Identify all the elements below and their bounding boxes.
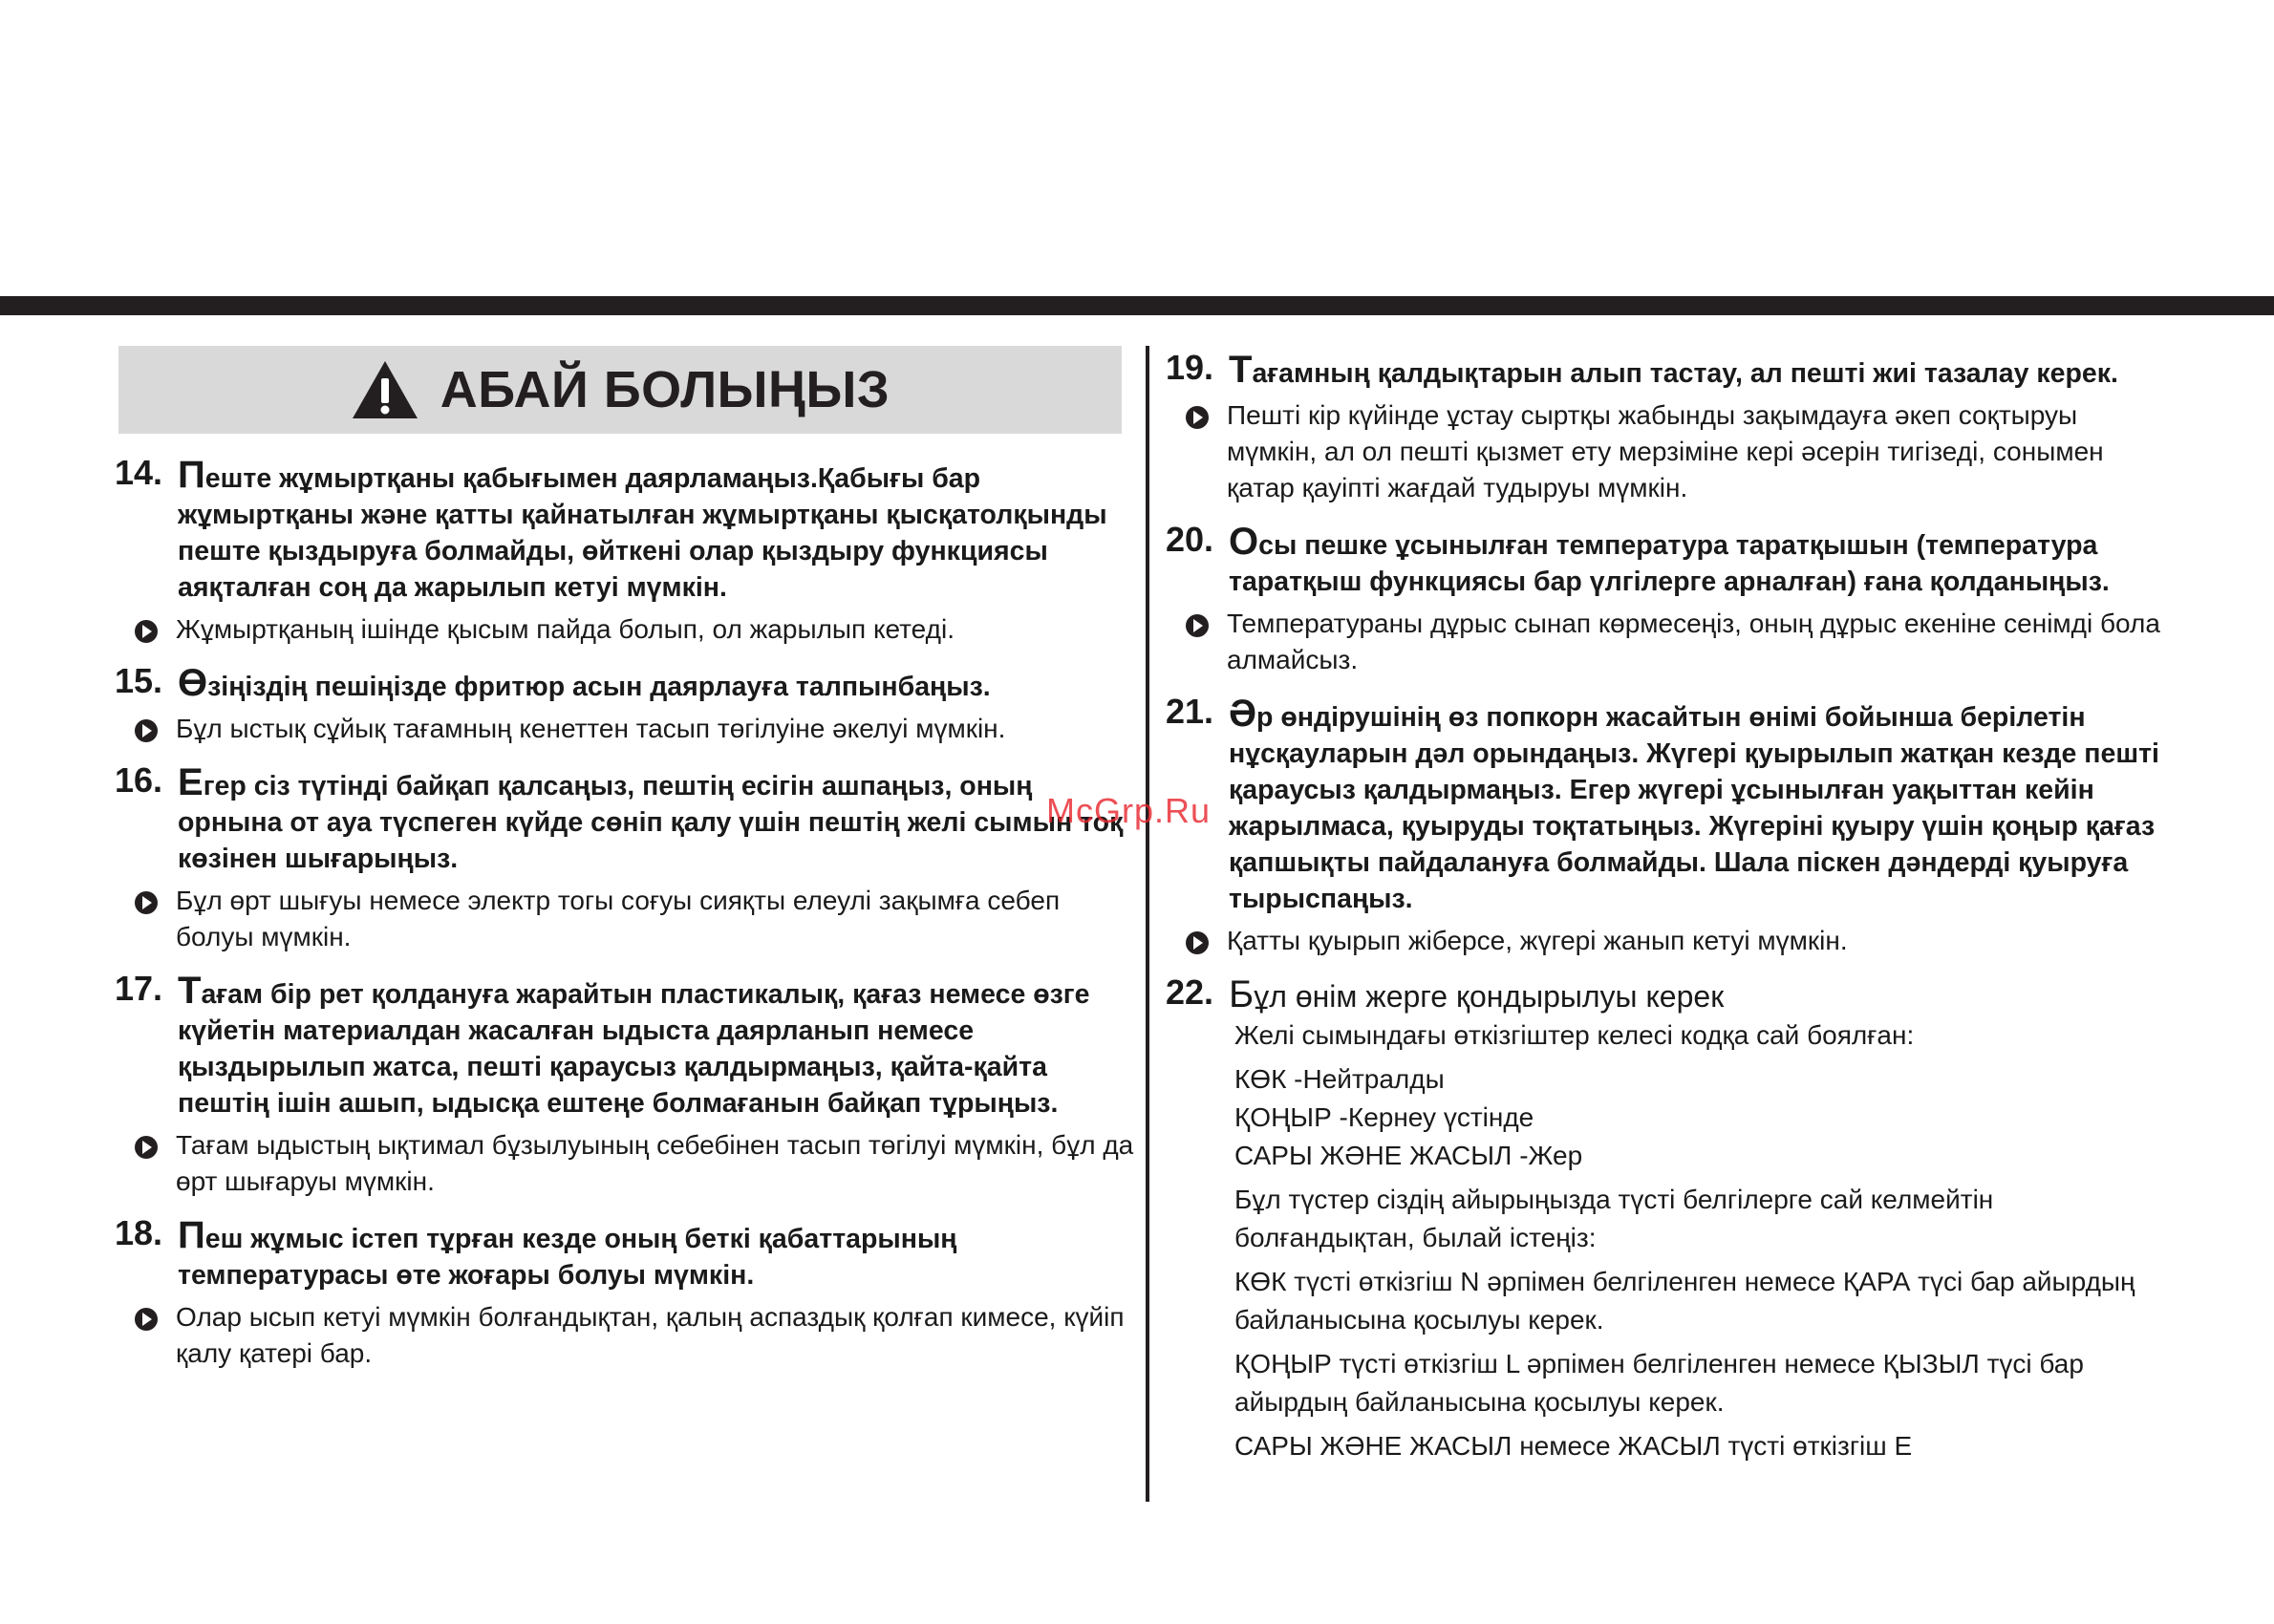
wire-code-line: ҚОҢЫР түсті өткізгіш L әрпімен белгіленген немесе ҚЫЗЫЛ түсі бар айырдың байланысына қосылуы керек.	[1234, 1349, 2084, 1417]
item-note: Пешті кір күйінде ұстау сыртқы жабынды зақымдауға әкеп соқтыруы мүмкін, ал ол пешті қызмет ету мерзіміне кері әсерін тигізеді, сонымен қатар қауіпті жағдай тудыруы мүмкін.	[1166, 397, 2169, 506]
arrow-circle-icon	[134, 718, 159, 743]
item-heading: 15. Өзіңіздің пешіңізде фритюр асын даярлауға талпынбаңыз.	[115, 661, 991, 704]
item-17	[115, 969, 1142, 1200]
wire-code-line: САРЫ ЖӘНЕ ЖАСЫЛ немесе ЖАСЫЛ түсті өткізгіш E	[1234, 1431, 1913, 1461]
item-heading: 16. Егер сіз түтінді байқап қалсаңыз, пештің есігін ашпаңыз, оның орнына от ауа түспеген күйде сөніп қалу үшін пештің желі сымын тоқ көзінен шығарыңыз.	[115, 760, 1124, 874]
item-note: Бұл ыстық сұйық тағамның кенеттен тасып төгілуіне әкелуі мүмкін.	[115, 711, 1142, 747]
column-divider	[1146, 346, 1149, 1502]
arrow-circle-icon	[134, 890, 159, 915]
item-14	[115, 453, 1142, 648]
item-heading: 20. Осы пешке ұсынылған температура таратқышын (температура таратқыш функциясы бар үлгілерге арналған) ғана қолданыңыз.	[1166, 520, 2110, 597]
item-note: Температураны дұрыс сынап көрмесеңіз, оның дұрыс екеніне сенімді бола алмайсыз.	[1166, 606, 2169, 678]
arrow-circle-icon	[1185, 613, 1210, 638]
watermark: McGrp.Ru	[1046, 791, 1212, 830]
item-heading: 14. Пеште жұмыртқаны қабығымен даярламаңыз.Қабығы бар жұмыртқаны және қатты қайнатылған жұмыртқаны қысқатолқынды пеште қыздыруға болмайды, өйткені олар қыздыру функциясы аяқталған соң да жарылып кетуі мүмкін.	[115, 453, 1107, 603]
grounding-instructions	[1166, 1016, 2169, 1465]
item-heading: 22. Бұл өнім жерге қондырылуы керек	[1166, 972, 1725, 1015]
item-number: 16.	[115, 760, 163, 800]
item-number: 15.	[115, 661, 163, 700]
item-heading: 17. Тағам бір рет қолдануға жарайтын пластикалық, қағаз немесе өзге күйетін материалдан жасалған ыдыста даярланып немесе қыздырылып жатса, пешті қараусыз қалдырмаңыз, қайта-қайта пештің ішін ашып, ыдысқа ештеңе болмағанын байқап тұрыңыз.	[115, 969, 1090, 1119]
item-number: 20.	[1166, 520, 1214, 559]
arrow-circle-icon	[1185, 930, 1210, 955]
wire-code-line: КӨК -Нейтралды	[1234, 1064, 1445, 1094]
wire-code-line: САРЫ ЖӘНЕ ЖАСЫЛ -Жер	[1234, 1141, 1583, 1170]
item-18	[115, 1213, 1142, 1372]
arrow-circle-icon	[134, 619, 159, 644]
left-column	[115, 453, 1142, 1389]
item-15	[115, 661, 1142, 747]
right-column	[1166, 348, 2169, 1483]
header-rule	[0, 296, 2274, 315]
wire-code-line: Бұл түстер сіздің айырыңызда түсті белгілерге сай келмейтін болғандықтан, былай істеңіз:	[1234, 1185, 1994, 1252]
item-number: 21.	[1166, 692, 1214, 731]
item-20	[1166, 520, 2169, 678]
item-number: 17.	[115, 969, 163, 1008]
item-21	[1166, 692, 2169, 959]
item-number: 18.	[115, 1213, 163, 1252]
wire-code-line: ҚОҢЫР -Кернеу үстінде	[1234, 1102, 1534, 1132]
item-note: Қатты қуырып жіберсе, жүгері жанып кетуі мүмкін.	[1166, 923, 2169, 959]
item-number: 22.	[1166, 972, 1214, 1012]
item-number: 19.	[1166, 348, 1214, 387]
arrow-circle-icon	[1185, 405, 1210, 430]
banner-title: АБАЙ БОЛЫҢЫЗ	[440, 361, 890, 418]
item-16	[115, 760, 1142, 955]
wire-code-line: Желі сымындағы өткізгіштер келесі кодқа сай боялған:	[1234, 1020, 1915, 1050]
wire-code-line: КӨК түсті өткізгіш N әрпімен белгіленген немесе ҚАРА түсі бар айырдың байланысына қосылуы керек.	[1234, 1267, 2135, 1335]
item-heading: 18. Пеш жұмыс істеп тұрған кезде оның беткі қабаттарының температурасы өте жоғары болуы мүмкін.	[115, 1213, 957, 1291]
item-heading: 21. Әр өндірушінің өз попкорн жасайтын өнімі бойынша берілетін нұсқауларын дәл орындаңыз. Жүгері қуырылып жатқан кезде пешті қараусыз қалдырмаңыз. Егер жүгері ұсынылған уақыттан кейін жарылмаса, қуыруды тоқтатыңыз. Жүгеріні қуыру үшін қоңыр қағаз қапшықты пайдалануға болмайды. Шала піскен дәндерді қуыруға тырыспаңыз.	[1166, 692, 2159, 914]
item-19	[1166, 348, 2169, 506]
item-note: Тағам ыдыстың ықтимал бұзылуының себебінен тасып төгілуі мүмкін, бұл да өрт шығаруы мүмкін.	[115, 1127, 1142, 1200]
item-number: 14.	[115, 453, 163, 492]
item-note: Бұл өрт шығуы немесе электр тогы соғуы сияқты елеулі зақымға себеп болуы мүмкін.	[115, 883, 1142, 955]
item-note: Жұмыртқаның ішінде қысым пайда болып, ол жарылып кетеді.	[115, 611, 1142, 648]
warning-triangle-icon	[351, 359, 419, 420]
item-note: Олар ысып кетуі мүмкін болғандықтан, қалың аспаздық қолғап кимесе, күйіп қалу қатері бар.	[115, 1299, 1142, 1372]
item-22	[1166, 972, 2169, 1465]
item-heading: 19. Тағамның қалдықтарын алып тастау, ал пешті жиі тазалау керек.	[1166, 348, 2118, 391]
arrow-circle-icon	[134, 1307, 159, 1332]
arrow-circle-icon	[134, 1135, 159, 1160]
caution-banner	[118, 346, 1122, 434]
